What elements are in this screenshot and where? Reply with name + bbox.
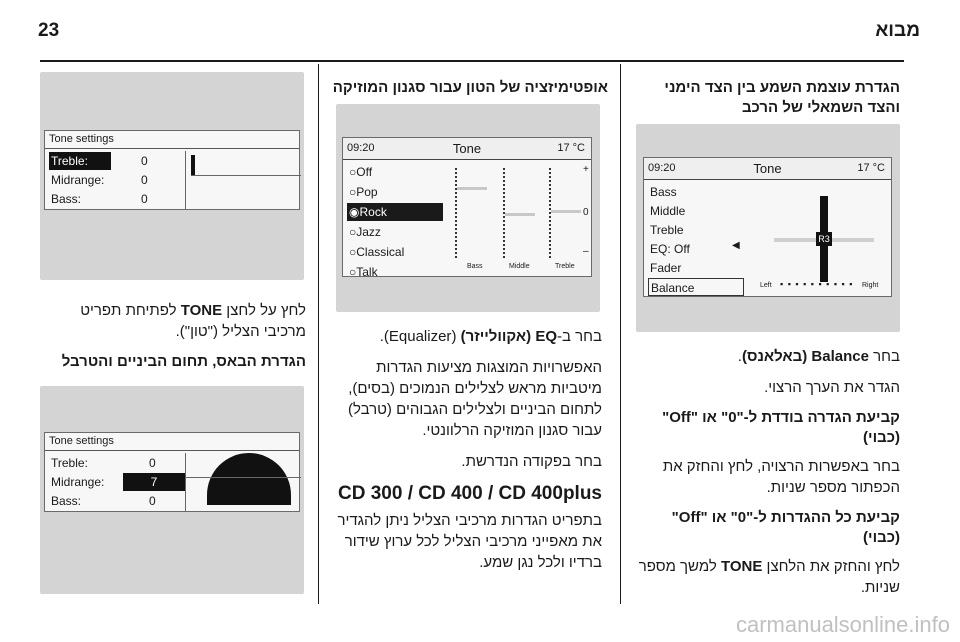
ts2-graph-baseline: [185, 477, 301, 478]
title-divider: [45, 450, 299, 451]
chevron-left-icon: ◀: [732, 240, 740, 251]
column-divider-left: [318, 64, 319, 604]
eq-p1: בחר ב-EQ (אקוולייזר) (Equalizer).: [379, 328, 602, 345]
header-rule: [40, 60, 904, 62]
eq-bar-treble-track: [549, 168, 551, 258]
eq-p2: האפשרויות המוצגות מציעות הגדרות מיטביות מראש לצלילים הנמוכים (בסים), לתחום הביניים ולצלילים הגבוהים (טרבל) עבור סגנון המוזיקה הרלוונטי.: [347, 359, 602, 439]
row-label: Midrange:: [51, 475, 105, 489]
tone-settings-title: Tone settings: [49, 435, 114, 447]
page-number: 23: [38, 20, 60, 41]
screen-title: Tone: [753, 161, 782, 176]
menu-item-balance[interactable]: Balance: [648, 278, 744, 296]
eq-screen: [342, 137, 592, 277]
menu-item-treble[interactable]: Treble: [650, 223, 684, 237]
status-bar: [644, 158, 891, 180]
tone-settings-screen-1: [44, 130, 300, 210]
menu-item-bass[interactable]: Bass: [650, 185, 677, 199]
eq-item-jazz[interactable]: ○Jazz: [349, 225, 381, 239]
watermark: carmanualsonline.info: [735, 612, 950, 637]
reset-single-text: בחר באפשרות הרצויה, לחץ והחזק את הכפתור מספר שניות.: [662, 458, 900, 496]
ts1-row-midrange[interactable]: [45, 171, 299, 189]
eq-minus: –: [583, 246, 589, 257]
clock: 09:20: [648, 162, 676, 174]
row-value: 0: [141, 154, 148, 168]
eq-label-treble: Treble: [555, 263, 575, 270]
balance-right-label: Right: [862, 282, 879, 289]
ts1-graph-baseline: [191, 175, 301, 176]
clock: 09:20: [347, 142, 375, 154]
eq-bar-bass-level[interactable]: [457, 187, 487, 190]
row-label: Treble:: [51, 456, 88, 470]
balance-p1: בחר Balance (באלאנס).: [737, 348, 900, 365]
ts1-row-bass[interactable]: [45, 190, 299, 208]
eq-bar-middle-level[interactable]: [505, 213, 535, 216]
eq-item-pop[interactable]: ○Pop: [349, 185, 378, 199]
eq-plus: +: [583, 164, 589, 175]
balance-screen-frame: [636, 124, 900, 332]
eq-text: [330, 326, 602, 583]
eq-item-classical[interactable]: ○Classical: [349, 245, 405, 259]
row-value: 0: [141, 192, 148, 206]
balance-scale: ▪ ▪ ▪ ▪ ▪ ▪ ▪ ▪ ▪ ▪: [780, 279, 854, 289]
menu-item-fader[interactable]: Fader: [650, 261, 682, 275]
tone-text: [40, 300, 306, 380]
eq-label-bass: Bass: [467, 263, 483, 270]
ts1-graph-axis: [185, 151, 186, 209]
eq-p3: בחר בפקודה הנדרשת.: [461, 453, 602, 470]
row-label: Treble:: [49, 152, 111, 170]
eq-label-middle: Middle: [509, 263, 530, 270]
tone-settings-title: Tone settings: [49, 133, 114, 145]
eq-bar-treble-level[interactable]: [551, 210, 581, 213]
balance-p2: הגדר את הערך הרצוי.: [764, 379, 900, 396]
row-label: Bass:: [51, 494, 82, 508]
row-value: 0: [149, 494, 156, 508]
row-value: 0: [149, 456, 156, 470]
ts1-row-treble[interactable]: [45, 152, 299, 170]
eq-item-off[interactable]: ○Off: [349, 165, 373, 179]
temperature: 17 °C: [857, 162, 885, 174]
eq-heading-block: [330, 78, 608, 106]
model-heading: CD 300 / CD 400 / CD 400plus: [338, 483, 602, 504]
eq-bar-bass-track: [455, 168, 457, 258]
eq-screen-frame: [336, 104, 600, 312]
ts1-curve-marker: [191, 155, 195, 175]
tone-settings-frame-2: [40, 386, 304, 594]
balance-marker[interactable]: R3: [816, 232, 832, 246]
balance-heading-block: [632, 78, 900, 126]
menu-item-middle[interactable]: Middle: [650, 204, 686, 218]
reset-all-text: לחץ והחזק את הלחצן TONE למשך מספר שניות.: [638, 558, 900, 596]
title-divider: [45, 148, 299, 149]
column-divider-right: [620, 64, 621, 604]
balance-screen: [643, 157, 892, 297]
reset-all-heading: קביעת כל ההגדרות ל-"0" או "Off" (כבוי): [671, 509, 900, 546]
temperature: 17 °C: [557, 142, 585, 154]
eq-item-rock[interactable]: ◉Rock: [347, 203, 443, 221]
status-bar: [343, 138, 591, 160]
menu-item-eq[interactable]: EQ: Off: [650, 242, 690, 256]
screen-title: Tone: [452, 141, 482, 156]
eq-heading: אופטימיזציה של הטון עבור סגנון המוזיקה: [332, 79, 608, 96]
balance-heading: הגדרת עוצמת השמע בין הצד הימני והצד השמאלי של הרכב: [664, 79, 900, 116]
balance-text: [632, 346, 900, 608]
tone-settings-screen-2: [44, 432, 300, 512]
reset-single-heading: קביעת הגדרה בודדת ל-"0" או "Off" (כבוי): [662, 409, 900, 446]
eq-item-talk[interactable]: ○Talk: [349, 265, 378, 277]
tone-settings-frame-1: [40, 72, 304, 280]
model-text: בתפריט הגדרות מרכיבי הצליל ניתן להגדיר את מאפייני מרכיבי הצליל לכל ערוץ שידור ברדיו ולכל נגן שמע.: [337, 512, 602, 571]
balance-left-label: Left: [760, 282, 772, 289]
row-value-selected: 7: [123, 473, 185, 491]
section-title: מבוא: [875, 20, 920, 41]
row-value: 0: [141, 173, 148, 187]
row-label: Midrange:: [51, 173, 105, 187]
tone-p1: לחץ על לחצן TONE לפתיחת תפריט מרכיבי הצליל ("טון").: [80, 302, 306, 340]
eq-zero: 0: [583, 207, 589, 218]
tone-heading: הגדרת הבאס, תחום הביניים והטרבל: [61, 353, 306, 370]
row-label: Bass:: [51, 192, 82, 206]
ts2-graph-axis: [185, 453, 186, 511]
